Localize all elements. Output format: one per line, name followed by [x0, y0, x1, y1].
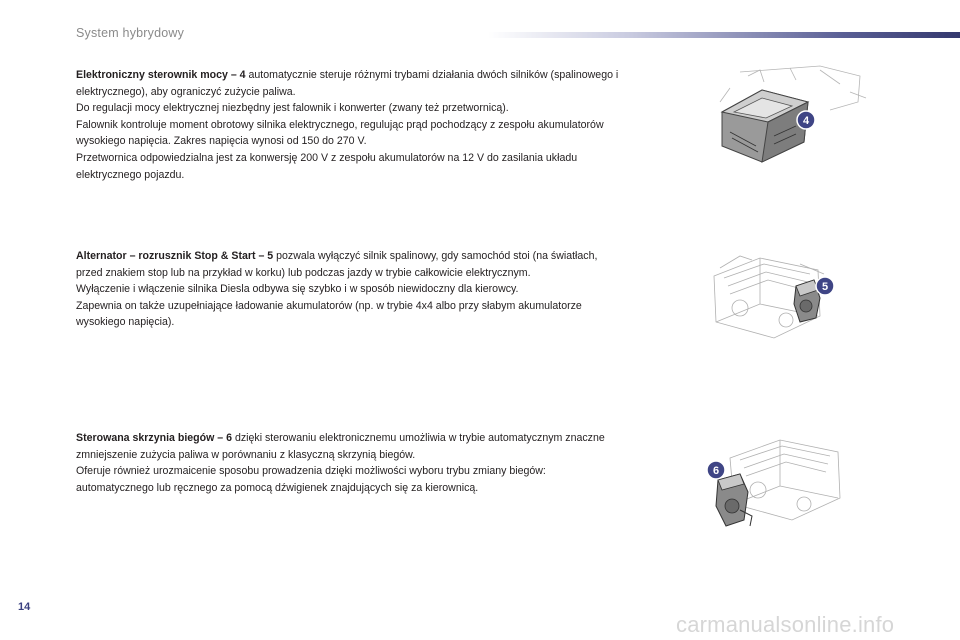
badge-5-icon [816, 277, 834, 295]
svg-text:4: 4 [802, 115, 810, 127]
section-paragraph: Do regulacji mocy elektrycznej niezbędny jest falownik i konwerter (zwany też przetwornicą). [76, 102, 509, 115]
section-gearbox [76, 430, 624, 496]
section-paragraph: Wyłączenie i włączenie silnika Diesla odbywa się szybko i w sposób niewidoczny dla kierowcy. [76, 283, 519, 296]
badge-6-icon [707, 461, 725, 479]
section-heading: Alternator – rozrusznik Stop & Start – 5 [76, 250, 274, 262]
section-intro-text: pozwala wyłączyć silnik spalinowy, gdy samochód stoi (na światłach, przed znakiem stop lub na przykład w korku) lub podczas jazdy w trybie całkowicie elektrycznym. [76, 250, 598, 279]
page-number: 14 [18, 601, 31, 613]
section-paragraph: Przetwornica odpowiedzialna jest za konwersję 200 V z zespołu akumulatorów na 12 V do zasilania układu elektrycznego pojazdu. [76, 151, 578, 181]
section-intro [76, 67, 624, 100]
power-controller-illustration [700, 62, 870, 170]
section-paragraph: Zapewnia on także uzupełniające ładowanie akumulatorów (np. w trybie 4x4 albo przy słabym akumulatorze wysokiego napięcia). [76, 299, 582, 329]
svg-text:5: 5 [821, 281, 829, 293]
section-paragraph: Oferuje również urozmaicenie sposobu prowadzenia dzięki możliwości wyboru trybu zmiany biegów: automatycznego lub ręcznego za pomocą dźwigienek znajdujących się za kierownicą. [76, 465, 546, 494]
section-intro [76, 248, 624, 281]
section-heading: Elektroniczny sterownik mocy – 4 [76, 69, 246, 81]
badge-4-icon [797, 111, 815, 129]
gearbox-illustration [700, 430, 850, 538]
section-intro [76, 430, 624, 463]
section-heading: Sterowana skrzynia biegów – 6 [76, 432, 233, 444]
watermark-text: carmanualsonline.info [676, 612, 895, 637]
section-intro-text: automatycznie steruje różnymi trybami działania dwóch silników (spalinowego i elektrycznego), aby ograniczyć zużycie paliwa. [76, 69, 619, 98]
stop-start-engine-illustration [700, 246, 845, 346]
section-power-controller [76, 67, 624, 183]
svg-text:6: 6 [712, 465, 720, 477]
section-intro-text: dzięki sterowaniu elektronicznemu umożliwia w trybie automatycznym znaczne zmniejszenie zużycia paliwa w porównaniu z klasyczną skrzynią biegów. [76, 432, 605, 461]
header-gradient-bar [488, 32, 960, 38]
section-paragraph: Falownik kontroluje moment obrotowy silnika elektrycznego, regulując prąd pochodzący z zespołu akumulatorów wysokiego napięcia. Zakres napięcia wynosi od 150 do 270 V. [76, 118, 604, 148]
section-stop-start-alternator [76, 248, 624, 331]
page-header-title: System hybrydowy [76, 26, 185, 40]
